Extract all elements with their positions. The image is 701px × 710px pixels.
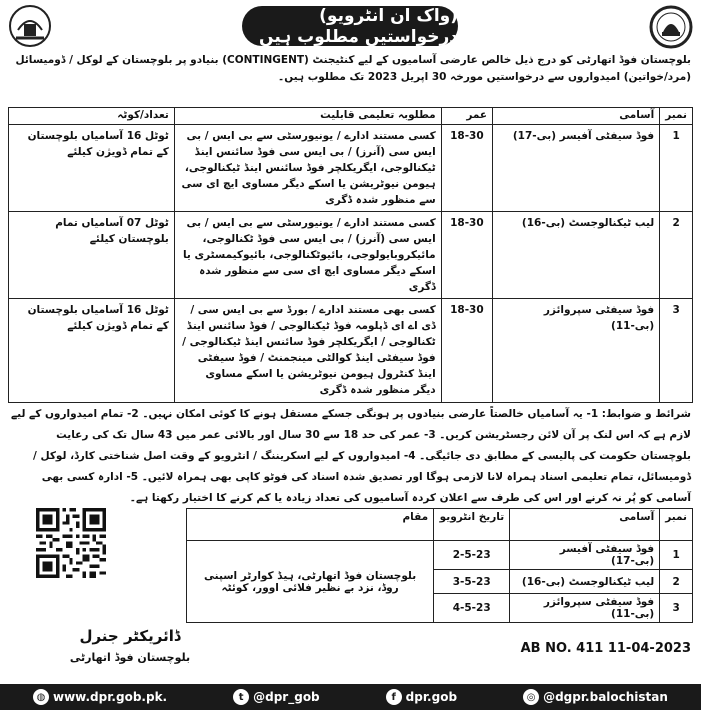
row-qualification: کسی مستند ادارے / یونیورسٹی سے بی ایس / بی ایس سی (آنرز) / بی ایس سی فوڈ سائنس اینڈ ٹیکنالوجی، ایگریکلچر فوڈ سائنس اینڈ ٹیکنالوجی، ہیومن نیوٹریشن یا اسکے دیگر مساوی ایچ ای سی سے منظور شدہ ڈگری (174, 125, 441, 212)
posts-table (8, 107, 693, 403)
row-qualification: کسی بھی مستند ادارے / بورڈ سے بی ایس سی / ڈی اے ای ڈپلومہ فوڈ ٹیکنالوجی / فوڈ سائنس اینڈ ٹکنالوجی / ایگریکلچر فوڈ سائنس اینڈ ٹیکنالوجی / فوڈ سیفٹی اینڈ کوالٹی مینجمنٹ / فوڈ سیفٹی اینڈ کنٹرول ہیومن نیوٹریشن یا اسکے مساوی دیگر منظور شدہ ڈگری (174, 299, 441, 403)
table-row (187, 541, 693, 570)
signatory-title: ڈائریکٹر جنرل (79, 627, 181, 645)
globe-icon: ◍ (33, 689, 49, 705)
row-age: 18-30 (441, 212, 492, 299)
footer-facebook-link[interactable] (386, 689, 457, 705)
row-quota: ٹوٹل 16 آسامیاں بلوچستان کے تمام ڈویژن کیلئے (9, 125, 175, 212)
footer-bar (0, 684, 701, 710)
iv-header-place: مقام (187, 509, 434, 541)
footer-instagram-link[interactable] (523, 689, 668, 705)
row-post: فوڈ سیفٹی سپروائزر (بی-11) (493, 299, 660, 403)
twitter-icon: t (233, 689, 249, 705)
ab-number: AB NO. 411 11-04-2023 (520, 641, 691, 656)
row-qualification: کسی مستند ادارے / یونیورسٹی سے بی ایس / بی ایس سی (آنرز) / بی ایس سی فوڈ ٹکنالوجی، مائیکروبایولوجی، بائیوٹکنالوجی، بائیوکیمسٹری یا اسکے دیگر مساوی ایچ ای سی سے منظور شدہ ڈگری (174, 212, 441, 299)
qr-code-icon[interactable] (36, 508, 106, 578)
header-number: نمبر (660, 108, 693, 125)
iv-row-post: لیب ٹیکنالوجسٹ (بی-16) (510, 570, 660, 594)
iv-row-post: فوڈ سیفٹی سپروائزر (بی-11) (510, 594, 660, 623)
row-quota: ٹوٹل 07 آسامیاں تمام بلوچستان کیلئے (9, 212, 175, 299)
row-age: 18-30 (441, 299, 492, 403)
intro-paragraph: بلوچستان فوڈ اتھارٹی کو درج ذیل خالص عارضی آسامیوں کے لیے کنٹیجنٹ (CONTINGENT) بنیادو پر بلوچستان کے لوکل / ڈومیسائل (مرد/خواتین) امیدواروں سے درخواستیں مورخہ 30 اپریل 2023 تک مطلوب ہیں۔ (15, 54, 691, 83)
row-post: فوڈ سیفٹی آفیسر (بی-17) (493, 125, 660, 212)
government-emblem-logo (8, 4, 52, 50)
iv-row-date: 4-5-23 (434, 594, 510, 623)
interview-venue: بلوچستان فوڈ اتھارٹی، ہیڈ کوارٹر اسپنی روڈ، نزد بے نظیر فلائی اوور، کوئٹہ (187, 541, 434, 623)
iv-row-number: 1 (660, 541, 693, 570)
iv-row-number: 2 (660, 570, 693, 594)
page-title: (واک ان انٹرویو) درخواستیں مطلوب ہیں (242, 6, 458, 46)
table-row (9, 212, 693, 299)
row-number: 3 (660, 299, 693, 403)
iv-header-number: نمبر (660, 509, 693, 541)
row-number: 1 (660, 125, 693, 212)
row-quota: ٹوٹل 16 آسامیاں بلوچستان کے تمام ڈویژن کیلئے (9, 299, 175, 403)
iv-header-date: تاریخ انٹرویو (434, 509, 510, 541)
footer-twitter-link[interactable] (233, 689, 320, 705)
header-quota: تعداد/کوٹہ (9, 108, 175, 125)
iv-row-date: 3-5-23 (434, 570, 510, 594)
iv-header-post: آسامی (510, 509, 660, 541)
footer-facebook-text: dpr.gob (405, 690, 458, 704)
row-age: 18-30 (441, 125, 492, 212)
header-qualification: مطلوبہ تعلیمی قابلیت (174, 108, 441, 125)
row-number: 2 (660, 212, 693, 299)
footer-instagram-text: @dgpr.balochistan (543, 690, 668, 704)
header-age: عمر (441, 108, 492, 125)
interview-header-row (187, 509, 693, 541)
signatory-organization: بلوچستان فوڈ اتھارٹی (69, 651, 191, 664)
table-row (9, 299, 693, 403)
instagram-icon: ◎ (523, 689, 539, 705)
row-post: لیب ٹیکنالوجسٹ (بی-16) (493, 212, 660, 299)
terms-and-conditions: شرائط و ضوابط: 1- یہ آسامیاں خالصتاً عارضی بنیادوں پر ہونگی جسکے مستقل ہونے کا کوئی امکان نہیں۔ 2- تمام امیدواروں کے لیے لازم ہے کہ اس لنک پر آن لائن رجسٹریشن کریں۔ 3- عمر کی حد 18 سے 30 سال اور بالائی عمر میں 43 سال تک کی رعایت بلوچستان حکومت کی پالیسی کے مطابق دی جائیگی۔ 4- امیدواروں کے لیے اسکریننگ / انٹرویو کے وقت اصل شناختی کارڈ، لوکل / ڈومیسائل، تمام تعلیمی اسناد ہمراہ لانا لازمی ہوگا اور تصدیق شدہ اسناد کی فوٹو کاپی بھی ہمراہ لائیں۔ 5- ادارہ کسی بھی آسامی کو پُر نہ کرنے اور اس کی طرف سے اعلان کردہ آسامیوں کی تعداد زیادہ یا کم کرنے کا اختیار رکھتا ہے۔ (11, 408, 691, 504)
facebook-icon: f (386, 689, 402, 705)
iv-row-post: فوڈ سیفٹی آفیسر (بی-17) (510, 541, 660, 570)
footer-website-link[interactable] (33, 689, 167, 705)
food-authority-logo (649, 4, 693, 50)
iv-row-date: 2-5-23 (434, 541, 510, 570)
interview-schedule-table (186, 508, 693, 623)
footer-website-text: www.dpr.gob.pk. (53, 690, 168, 704)
table-row (9, 125, 693, 212)
footer-twitter-text: @dpr_gob (253, 690, 320, 704)
table-header-row (9, 108, 693, 125)
iv-row-number: 3 (660, 594, 693, 623)
header-post: آسامی (493, 108, 660, 125)
